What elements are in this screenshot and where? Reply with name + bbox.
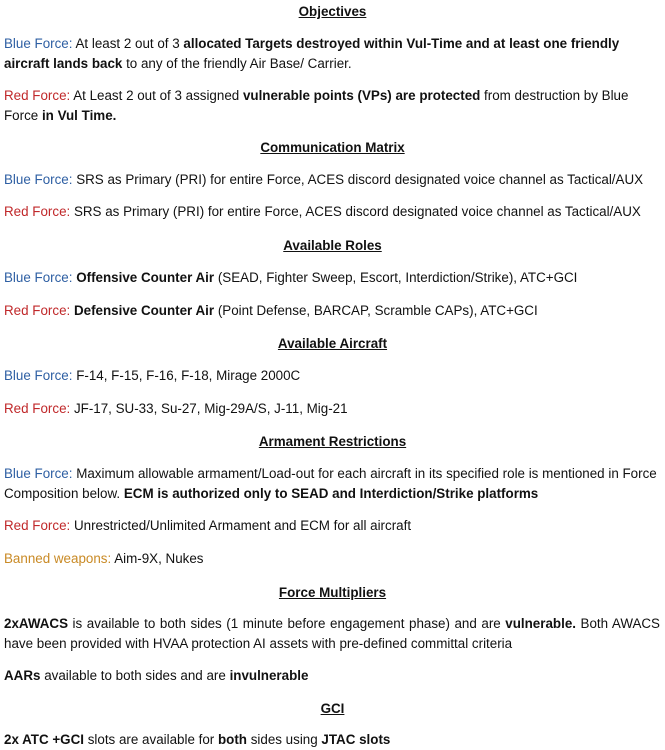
roles-blue-text: (SEAD, Fighter Sweep, Escort, Interdiction/Strike), ATC+GCI [214,270,578,285]
armament-red-line [4,516,660,536]
objectives-red-text-1: At Least 2 out of 3 assigned [70,88,243,103]
aar-bold-1: AARs [4,668,41,683]
communication-red-line [4,202,660,222]
communication-red-text: SRS as Primary (PRI) for entire Force, ACES discord designated voice channel as Tactical/AUX [70,204,641,219]
armament-red-text: Unrestricted/Unlimited Armament and ECM for all aircraft [70,518,412,533]
banned-weapons-text: Aim-9X, Nukes [111,551,204,566]
red-force-label: Red Force: [4,518,71,533]
awacs-text-2: Both AWACS have been provided with HVAA protection AI assets with pre-defined committal criteria [4,616,660,651]
objectives-red-paragraph [4,86,660,126]
roles-blue-bold: Offensive Counter Air [72,270,215,285]
aircraft-heading: Available Aircraft [277,336,388,351]
objectives-red-bold-2: in Vul Time. [41,108,117,123]
communication-blue-text: SRS as Primary (PRI) for entire Force, ACES discord designated voice channel as Tactical/AUX [72,172,644,187]
red-force-label: Red Force: [4,303,71,318]
objectives-blue-text-2: to any of the friendly Air Base/ Carrier. [122,56,352,71]
roles-blue-line [4,268,660,288]
awacs-paragraph [4,614,660,654]
aircraft-red-text: JF-17, SU-33, Su-27, Mig-29A/S, J-11, Mig-21 [70,401,348,416]
red-force-label: Red Force: [4,204,71,219]
banned-weapons-label: Banned weapons: [4,551,112,566]
objectives-red-text-2: from destruction by Blue Force [4,88,629,123]
gci-line [4,730,660,750]
armament-blue-text: Maximum allowable armament/Load-out for each aircraft in its specified role is mentioned in Force Composition below. [4,466,657,501]
aircraft-blue-text: F-14, F-15, F-16, F-18, Mirage 2000C [72,368,301,383]
awacs-bold-1: 2xAWACS [4,616,68,631]
roles-red-bold: Defensive Counter Air [70,303,215,318]
armament-heading: Armament Restrictions [258,434,407,449]
banned-weapons-line [4,549,660,569]
aar-bold-2: invulnerable [229,668,309,683]
objectives-red-bold-1: vulnerable points (VPs) are protected [242,88,481,103]
roles-heading: Available Roles [283,238,382,253]
blue-force-label: Blue Force: [4,36,73,51]
multipliers-heading: Force Multipliers [278,585,387,600]
aircraft-red-line [4,399,660,419]
blue-force-label: Blue Force: [4,368,73,383]
objectives-blue-text-1: At least 2 out of 3 [72,36,184,51]
awacs-text-1: is available to both sides (1 minute before engagement phase) and are [68,616,506,631]
blue-force-label: Blue Force: [4,466,73,481]
gci-text-1: slots are available for [84,732,218,747]
roles-red-text: (Point Defense, BARCAP, Scramble CAPs), ATC+GCI [214,303,538,318]
communication-heading: Communication Matrix [260,140,405,155]
aar-line [4,666,660,686]
gci-text-2: sides using [246,732,322,747]
objectives-blue-paragraph [4,34,660,74]
aircraft-blue-line [4,366,660,386]
objectives-heading: Objectives [298,4,367,19]
red-force-label: Red Force: [4,401,71,416]
aar-text: available to both sides and are [40,668,230,683]
awacs-bold-2: vulnerable. [505,616,576,631]
gci-bold-2: both [217,732,247,747]
gci-bold-1: 2x ATC +GCI [4,732,84,747]
roles-red-line [4,301,660,321]
blue-force-label: Blue Force: [4,172,73,187]
armament-blue-bold: ECM is authorized only to SEAD and Interdiction/Strike platforms [123,486,539,501]
armament-blue-paragraph [4,464,660,504]
communication-blue-line [4,170,660,190]
objectives-blue-bold-1: allocated Targets destroyed within Vul-Time and at least one friendly aircraft lands back [4,36,620,71]
red-force-label: Red Force: [4,88,71,103]
gci-heading: GCI [320,701,345,716]
gci-bold-3: JTAC slots [321,732,391,747]
blue-force-label: Blue Force: [4,270,73,285]
